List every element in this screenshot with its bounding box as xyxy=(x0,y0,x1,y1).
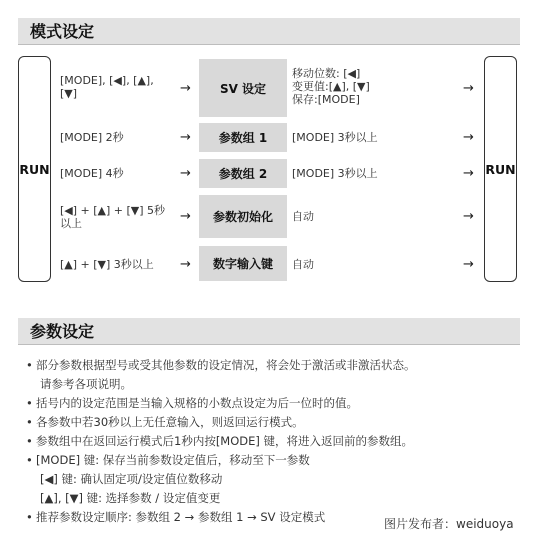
row-input-group2: [MODE] 4秒 xyxy=(60,167,124,180)
arrow-icon: → xyxy=(180,209,191,224)
target-sv-setting: SV 设定 xyxy=(199,59,287,117)
notes-list xyxy=(26,356,516,527)
section-header-param-setting: 参数设定 xyxy=(18,318,520,345)
note-item: 请参考各项说明。 xyxy=(40,377,132,391)
arrow-icon: → xyxy=(180,166,191,181)
row-input-digit: [▲] + [▼] 3秒以上 xyxy=(60,258,154,271)
target-digit-input-key: 数字输入键 xyxy=(199,246,287,281)
arrow-icon: → xyxy=(180,130,191,145)
note-item: • 推荐参数设定顺序: 参数组 2 → 参数组 1 → SV 设定模式 xyxy=(26,508,516,527)
row-action-group2: [MODE] 3秒以上 xyxy=(292,167,378,180)
note-item: • 各参数中若30秒以上无任意输入，则返回运行模式。 xyxy=(26,413,516,432)
row-action-digit: 自动 xyxy=(292,258,314,271)
row-action-sv: 移动位数: [◀] 变更值:[▲], [▼] 保存:[MODE] xyxy=(292,67,370,106)
note-item: [◀] 键: 确认固定项/设定值位数移动 xyxy=(40,472,223,486)
section-header-mode-setting: 模式设定 xyxy=(18,18,520,45)
note-item: • 括号内的设定范围是当输入规格的小数点设定为后一位时的值。 xyxy=(26,394,516,413)
note-item: [▲], [▼] 键: 选择参数 / 设定值变更 xyxy=(40,491,221,505)
arrow-icon: → xyxy=(180,257,191,272)
row-action-group1: [MODE] 3秒以上 xyxy=(292,131,378,144)
row-input-sv: [MODE], [◀], [▲], [▼] xyxy=(60,74,154,100)
watermark: 图片发布者：weiduoya xyxy=(384,517,514,531)
target-param-init: 参数初始化 xyxy=(199,195,287,238)
arrow-icon: → xyxy=(463,257,474,272)
note-item: • [MODE] 键: 保存当前参数设定值后，移动至下一参数 xyxy=(26,451,516,470)
row-input-group1: [MODE] 2秒 xyxy=(60,131,124,144)
target-param-group-1: 参数组 1 xyxy=(199,123,287,152)
run-box-left: RUN xyxy=(18,56,51,282)
note-item: • 参数组中在返回运行模式后1秒内按[MODE] 键，将进入返回前的参数组。 xyxy=(26,432,516,451)
row-action-init: 自动 xyxy=(292,210,314,223)
arrow-icon: → xyxy=(463,166,474,181)
arrow-icon: → xyxy=(463,209,474,224)
note-item: • 部分参数根据型号或受其他参数的设定情况，将会处于激活或非激活状态。 xyxy=(26,356,516,375)
arrow-icon: → xyxy=(180,81,191,96)
target-param-group-2: 参数组 2 xyxy=(199,159,287,188)
run-box-right: RUN xyxy=(484,56,517,282)
arrow-icon: → xyxy=(463,130,474,145)
row-input-init: [◀] + [▲] + [▼] 5秒 以上 xyxy=(60,204,166,230)
arrow-icon: → xyxy=(463,81,474,96)
